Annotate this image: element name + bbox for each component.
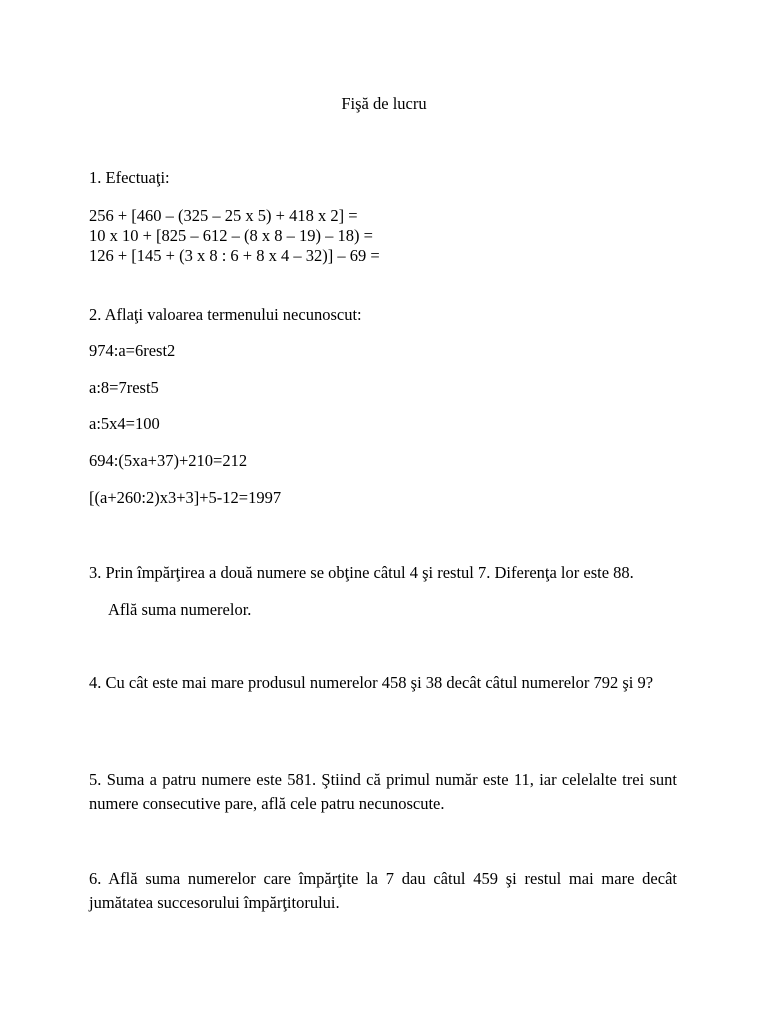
exercise-2-line-5: [(a+260:2)x3+3]+5-12=1997 <box>89 488 282 507</box>
exercise-1-line-1: 256 + [460 – (325 – 25 x 5) + 418 x 2] = <box>89 206 358 225</box>
exercise-2-heading: 2. Aflaţi valoarea termenului necunoscut: <box>89 305 362 324</box>
exercise-6-text: 6. Află suma numerelor care împărţite la 7 dau câtul 459 şi restul mai mare decât jumătatea succesorului împărţitorului. <box>89 869 677 912</box>
exercise-1-line-3: 126 + [145 + (3 x 8 : 6 + 8 x 4 – 32)] – 69 = <box>89 246 380 265</box>
exercise-1-line-2: 10 x 10 + [825 – 612 – (8 x 8 – 19) – 18) = <box>89 226 373 245</box>
exercise-2-line-3: a:5x4=100 <box>89 414 160 433</box>
exercise-2-line-4: 694:(5xa+37)+210=212 <box>89 451 248 470</box>
exercise-1-heading: 1. Efectuaţi: <box>89 168 170 187</box>
exercise-2-line-1: 974:a=6rest2 <box>89 341 176 360</box>
exercise-5-text: 5. Suma a patru numere este 581. Ştiind că primul număr este 11, iar celelalte trei sunt numere consecutive pare, află cele patru necunoscute. <box>89 770 677 813</box>
exercise-3-line-1: 3. Prin împărţirea a două numere se obţine câtul 4 şi restul 7. Diferenţa lor este 88. <box>89 563 634 582</box>
page-title: Fişă de lucru <box>341 94 427 113</box>
exercise-4-text: 4. Cu cât este mai mare produsul numerelor 458 şi 38 decât câtul numerelor 792 şi 9? <box>89 673 654 692</box>
exercise-2-line-2: a:8=7rest5 <box>89 378 159 397</box>
exercise-3-line-2: Află suma numerelor. <box>108 600 252 619</box>
